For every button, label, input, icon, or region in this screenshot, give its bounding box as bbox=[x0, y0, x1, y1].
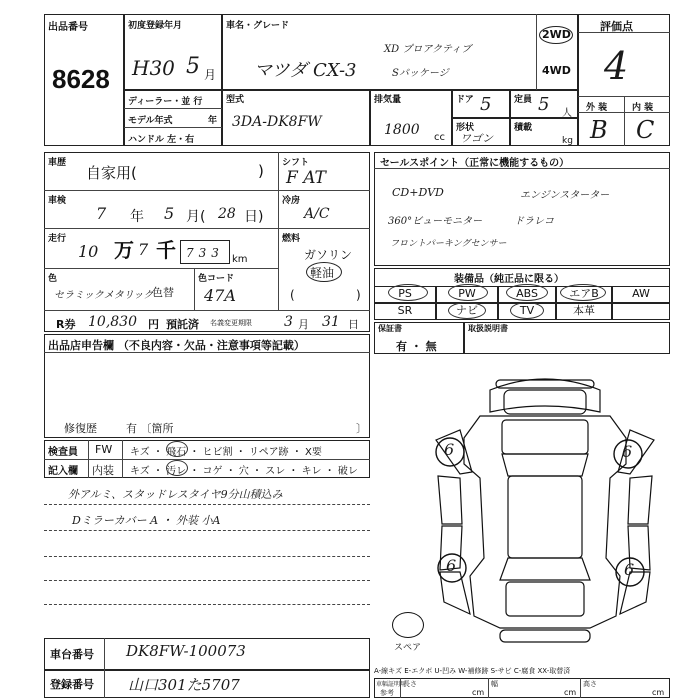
tire-mark-fl: 6 bbox=[444, 440, 455, 459]
model-year-label: モデル年式 bbox=[128, 116, 173, 126]
equip-abs: ABS bbox=[498, 286, 556, 303]
drive-2wd: 2WD bbox=[542, 28, 571, 41]
equipment-title: 装備品（純正品に限る） bbox=[454, 274, 564, 285]
inspection-month-unit: 月( bbox=[186, 209, 206, 225]
score-label: 評価点 bbox=[600, 20, 633, 33]
fuel-diesel: 軽油 bbox=[310, 266, 335, 280]
length-label: 長さ bbox=[403, 680, 417, 688]
inspection-year-unit: 年 bbox=[130, 209, 144, 225]
cancel-day: 31 bbox=[322, 314, 340, 330]
note-line-1 bbox=[44, 504, 370, 505]
entry-label: 記入欄 bbox=[48, 466, 78, 477]
note-line-4 bbox=[44, 580, 370, 581]
capacity-value: 5 bbox=[538, 94, 550, 115]
equip-airbag: エアB bbox=[556, 286, 612, 303]
ac-value: A/C bbox=[304, 206, 330, 222]
equip-abs-circle bbox=[506, 284, 548, 301]
size-ref: 参考 bbox=[380, 689, 394, 697]
equip-sr: SR bbox=[374, 303, 436, 320]
deposited-label: 預託済 bbox=[166, 318, 199, 331]
history-value: 自家用( bbox=[86, 164, 137, 182]
load-unit: kg bbox=[562, 136, 573, 146]
inspection-year: 7 bbox=[96, 204, 107, 223]
dealer-label: ディーラー・並 行 bbox=[128, 97, 203, 107]
size-vline2 bbox=[488, 678, 489, 698]
inspector-hline bbox=[44, 459, 370, 460]
type-label: 型式 bbox=[226, 95, 245, 105]
type-value: 3DA-DK8FW bbox=[232, 114, 322, 130]
fuel-paren-close: ) bbox=[356, 288, 361, 302]
sales-point-1: CD+DVD bbox=[392, 186, 444, 199]
exterior-value: B bbox=[590, 116, 608, 144]
equip-pw-circle bbox=[448, 284, 488, 301]
model-year-unit: 年 bbox=[208, 116, 218, 126]
history-label: 車歴 bbox=[48, 158, 67, 168]
details-vline bbox=[278, 152, 279, 310]
displacement-label: 排気量 bbox=[374, 95, 402, 105]
chassis-value: DK8FW-100073 bbox=[126, 642, 246, 660]
size-box bbox=[374, 678, 670, 698]
recycle-label: R券 bbox=[56, 318, 76, 331]
fuel-label: 燃料 bbox=[282, 234, 301, 244]
equip-blank bbox=[612, 303, 670, 320]
mileage-value: 10 bbox=[78, 242, 99, 261]
repair-close: 〕 bbox=[356, 422, 367, 435]
doors-value: 5 bbox=[480, 94, 492, 115]
dealer-line bbox=[124, 108, 222, 109]
drive-4wd: 4WD bbox=[542, 64, 571, 77]
capacity-unit: 人 bbox=[562, 108, 572, 119]
score-line bbox=[578, 32, 670, 33]
score-vline bbox=[624, 96, 625, 146]
plate-label: 登録番号 bbox=[50, 678, 94, 691]
shape-label: 形状 bbox=[456, 123, 475, 133]
fuel-paren-open: ( bbox=[290, 288, 295, 302]
width-label: 幅 bbox=[491, 680, 498, 688]
size-vline3 bbox=[580, 678, 581, 698]
exterior-label: 外 装 bbox=[586, 103, 608, 113]
details-line4 bbox=[44, 310, 370, 311]
size-header: 車幅証明用 bbox=[376, 681, 407, 688]
fw-items: キズ ・ 飛石 ・ ヒビ割 ・ リペア跡 ・ X要 bbox=[130, 447, 322, 458]
capacity-label: 定員 bbox=[514, 95, 533, 105]
car-diagram bbox=[430, 368, 660, 658]
sales-point-5: フロントパーキングセンサー bbox=[390, 239, 507, 249]
details-line2 bbox=[44, 228, 370, 229]
cancel-month: 3 bbox=[284, 314, 293, 330]
doors-label: ドア bbox=[456, 95, 474, 105]
note-line-3 bbox=[44, 556, 370, 557]
mileage-label: 走行 bbox=[48, 234, 67, 244]
chassis-vline bbox=[104, 638, 105, 670]
cancel-label: 名義変更期限 bbox=[210, 319, 252, 327]
ac-label: 冷房 bbox=[282, 196, 301, 206]
tire-mark-rl: 6 bbox=[446, 556, 457, 575]
dealer-line2 bbox=[124, 127, 222, 128]
history-close: ) bbox=[258, 162, 264, 180]
shift-label: シフト bbox=[282, 158, 310, 168]
damage-legend: A-線キズ E-エクボ U-凹み W-補修跡 S-サビ C-腐食 XX-取替済 bbox=[374, 667, 571, 675]
sales-points-title-line bbox=[374, 168, 670, 169]
height-label: 高さ bbox=[583, 680, 597, 688]
note-line-2 bbox=[44, 530, 370, 531]
fuel-gasoline: ガソリン bbox=[304, 248, 353, 262]
drive-divider bbox=[536, 14, 537, 90]
repair-label: 修復歴 bbox=[64, 422, 97, 435]
score-value: 4 bbox=[604, 44, 629, 88]
sales-point-4: ドラレコ bbox=[514, 216, 554, 227]
load-label: 積載 bbox=[514, 123, 533, 133]
grade-line1: XD プロアクティブ bbox=[384, 44, 472, 55]
score-line3 bbox=[578, 112, 670, 113]
mileage-digits: 733 bbox=[186, 246, 224, 260]
spare-circle bbox=[392, 612, 424, 638]
equip-pw: PW bbox=[436, 286, 498, 303]
interior-check-label: 内装 bbox=[92, 464, 114, 477]
color-code-label: 色コード bbox=[198, 274, 235, 284]
car-name: マツダ CX-3 bbox=[254, 60, 357, 81]
equip-ps: PS bbox=[374, 286, 436, 303]
mileage-sen: 千 bbox=[156, 238, 176, 262]
details-line3 bbox=[44, 268, 278, 269]
mileage-rest: 7 bbox=[138, 240, 149, 259]
shape-value: ワゴン bbox=[460, 132, 493, 145]
color-code-value: 47A bbox=[204, 286, 236, 305]
mileage-unit: km bbox=[232, 254, 248, 265]
displacement-value: 1800 bbox=[384, 122, 420, 138]
displacement-unit: cc bbox=[434, 132, 445, 143]
tire-mark-rr: 6 bbox=[624, 560, 635, 579]
first-reg-month: 5 bbox=[186, 54, 200, 79]
interior-value: C bbox=[636, 116, 655, 144]
equip-airbag-circle bbox=[560, 284, 606, 301]
color-code-divider bbox=[194, 268, 195, 310]
inspection-day-unit: 日) bbox=[244, 209, 264, 225]
equip-ps-circle bbox=[388, 284, 428, 301]
chassis-label: 車台番号 bbox=[50, 648, 94, 661]
inspector-label: 検査員 bbox=[48, 447, 78, 458]
equip-navi: ナビ bbox=[436, 303, 498, 320]
equip-aw: AW bbox=[612, 286, 670, 303]
fw-stone-circle bbox=[166, 441, 188, 457]
warranty-label: 保証書 bbox=[378, 324, 402, 333]
height-unit: cm bbox=[652, 688, 665, 697]
cancel-month-unit: 月 bbox=[298, 318, 309, 331]
interior-stain-circle bbox=[166, 460, 188, 476]
interior-label: 内 装 bbox=[632, 103, 654, 113]
color-value: セラミックメタリック bbox=[54, 290, 154, 301]
interior-items: キズ ・ 汚レ ・ コゲ ・ 穴 ・ スレ ・ キレ ・ 破レ bbox=[130, 466, 358, 477]
manual-label: 取扱説明書 bbox=[468, 324, 508, 333]
color-change-label: 色替 bbox=[152, 286, 174, 299]
shift-value: F AT bbox=[286, 168, 326, 188]
sales-points-title: セールスポイント（正常に機能するもの） bbox=[380, 158, 570, 169]
first-reg-era: H30 bbox=[132, 56, 175, 80]
equip-navi-circle bbox=[448, 302, 486, 319]
first-reg-label: 初度登録年月 bbox=[128, 21, 183, 31]
equip-tv: TV bbox=[498, 303, 556, 320]
note-line1: 外アルミ、スタッドレスタイヤ9分山積込み bbox=[68, 488, 283, 501]
inspection-month: 5 bbox=[164, 204, 175, 223]
first-reg-unit: 月 bbox=[204, 68, 217, 82]
warranty-value: 有 ・ 無 bbox=[396, 340, 437, 353]
sales-point-3: 360°ビューモニター bbox=[388, 216, 483, 227]
model-label: 車名・グレード bbox=[226, 21, 290, 31]
mileage-man: 万 bbox=[114, 238, 134, 262]
equip-leather: 本革 bbox=[556, 303, 612, 320]
recycle-value: 10,830 bbox=[88, 314, 137, 330]
fw-label: FW bbox=[95, 443, 113, 456]
declaration-title: 出品店申告欄 （不良内容・欠品・注意事項等記載） bbox=[48, 339, 305, 352]
sales-point-2: エンジンスターター bbox=[520, 190, 610, 201]
cancel-day-unit: 日 bbox=[348, 318, 359, 331]
note-line-5 bbox=[44, 604, 370, 605]
length-unit: cm bbox=[472, 688, 485, 697]
plate-vline bbox=[104, 670, 105, 698]
lot-label: 出品番号 bbox=[48, 22, 88, 33]
handle-label: ハンドル 左・右 bbox=[128, 135, 195, 145]
equip-tv-circle bbox=[510, 302, 544, 319]
spare-label: スペア bbox=[394, 643, 422, 653]
note-line2: Dミラーカバー A ・ 外装 小A bbox=[72, 514, 221, 527]
grade-line2: Sパッケージ bbox=[392, 68, 449, 79]
inspection-label: 車検 bbox=[48, 196, 67, 206]
declaration-title-line bbox=[44, 352, 370, 353]
plate-value: 山口301た5707 bbox=[128, 676, 240, 694]
inspection-day: 28 bbox=[218, 206, 236, 222]
lot-number: 8628 bbox=[52, 64, 110, 94]
tire-mark-fr: 6 bbox=[622, 442, 633, 461]
color-label: 色 bbox=[48, 274, 58, 284]
width-unit: cm bbox=[564, 688, 577, 697]
details-line1 bbox=[44, 190, 370, 191]
recycle-unit: 円 bbox=[148, 318, 159, 331]
repair-value: 有 〔箇所 bbox=[126, 422, 174, 435]
